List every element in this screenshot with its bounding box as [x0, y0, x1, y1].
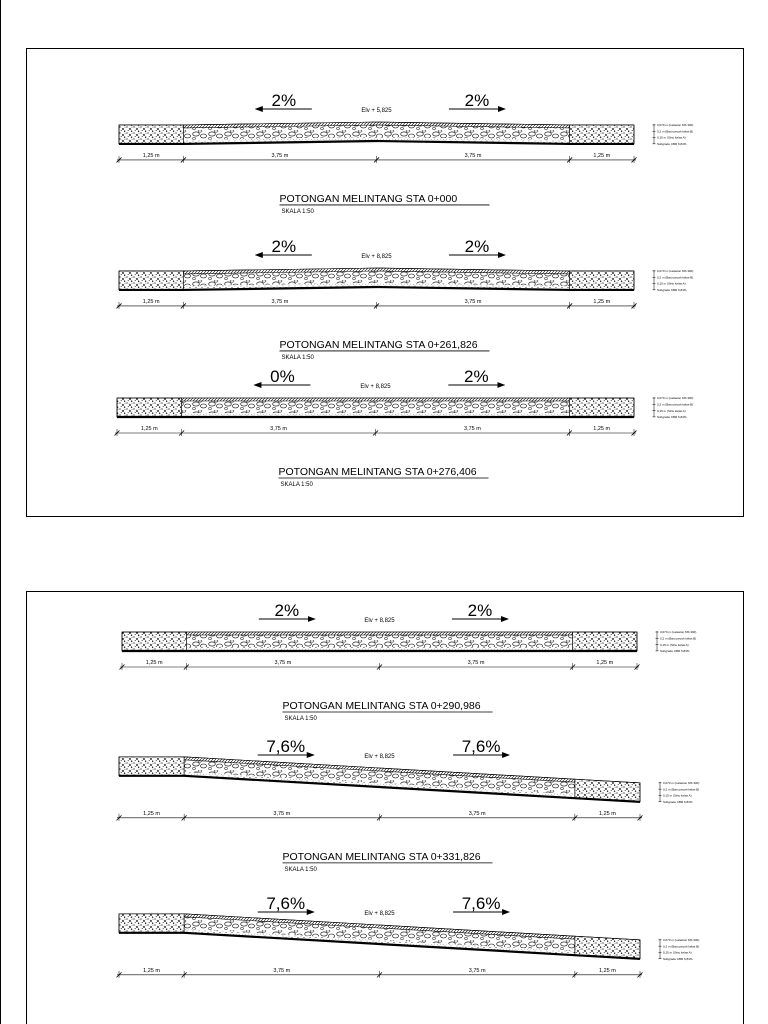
dimension-label: 3,75 m — [273, 967, 291, 974]
section-scale: SKALA 1:50 — [284, 866, 317, 873]
section-scale: SKALA 1:50 — [284, 716, 317, 722]
right-shoulder — [573, 632, 637, 651]
dimension-label: 3,75 m — [271, 152, 289, 159]
layer-legend-text: 0,070 m (Lataston MS 300) — [663, 781, 700, 786]
left-slope-label: 0% — [270, 367, 295, 386]
cross-section — [117, 894, 700, 978]
elevation-label: Elv + 8,825 — [364, 618, 395, 624]
layer-legend-text: 0,070 m (Lataston MS 300) — [657, 396, 694, 401]
right-slope-label: 7,6% — [461, 894, 501, 913]
layer-legend-text: Subgrade CBR 6,84% — [657, 415, 687, 420]
dimension-label: 3,75 m — [467, 660, 485, 666]
layer-legend-text: 0,070 m (Lataston MS 300) — [657, 123, 694, 128]
dimension-label: 3,75 m — [270, 426, 287, 432]
cross-section — [115, 367, 694, 488]
base-course-layer — [186, 635, 572, 647]
section-title: POTONGAN MELINTANG STA 0+000 — [279, 192, 458, 205]
dimension-label: 3,75 m — [468, 967, 486, 974]
dimension-label: 1,25 m — [596, 660, 614, 666]
section-title: POTONGAN MELINTANG STA 0+290,986 — [282, 700, 481, 712]
section-title: POTONGAN MELINTANG STA 0+276,406 — [278, 466, 477, 478]
left-slope-label: 7,6% — [266, 894, 306, 913]
layer-legend-text: 0,15 m (Sirtu kelas A) — [657, 408, 686, 413]
dimension-label: 1,25 m — [593, 152, 611, 159]
right-slope-label: 2% — [464, 367, 489, 386]
right-shoulder — [569, 398, 634, 417]
elevation-label: Elv + 8,825 — [364, 754, 395, 760]
elevation-label: Elv + 5,825 — [361, 108, 392, 114]
section-title: POTONGAN MELINTANG STA 0+261,826 — [279, 338, 478, 351]
layer-legend-text: 0,15 m (Sirtu kelas A) — [663, 950, 692, 955]
right-slope-label: 2% — [467, 601, 493, 620]
section-scale: SKALA 1:50 — [281, 354, 314, 361]
left-shoulder — [119, 271, 183, 290]
left-shoulder — [119, 914, 184, 933]
layer-legend-text: 0,070 m (Lataston MS 300) — [657, 269, 694, 274]
layer-legend-text: 0,070 m (Lataston MS 300) — [663, 938, 700, 943]
layer-legend-text: 0,2 m (Batu pecah kelas B) — [657, 129, 694, 134]
dimension-label: 1,25 m — [143, 810, 160, 817]
dimension-label: 3,75 m — [464, 152, 482, 159]
elevation-label: Elv + 8,825 — [364, 911, 395, 917]
left-shoulder — [117, 398, 182, 417]
dimension-label: 3,75 m — [468, 810, 486, 817]
left-shoulder — [122, 632, 186, 651]
cross-section — [117, 237, 694, 361]
left-slope-label: 2% — [271, 237, 297, 256]
dimension-label: 1,25 m — [599, 810, 616, 817]
cross-section — [117, 91, 694, 215]
layer-legend-text: 0,2 m (Batu pecah kelas B) — [663, 787, 700, 792]
dimension-label: 1,25 m — [599, 967, 616, 974]
dimension-label: 1,25 m — [142, 298, 160, 305]
section-scale: SKALA 1:50 — [281, 208, 314, 215]
cross-section — [117, 737, 700, 873]
dimension-label: 3,75 m — [464, 426, 481, 432]
left-slope-label: 2% — [271, 91, 297, 110]
right-slope-label: 2% — [464, 237, 490, 256]
layer-legend-text: Subgrade CBR 6,84% — [663, 956, 693, 961]
cross-section — [120, 601, 697, 722]
dimension-label: 1,25 m — [593, 426, 611, 432]
layer-legend-text: Subgrade CBR 6,84% — [663, 799, 693, 804]
layer-legend-text: 0,070 m (Lataston MS 300) — [660, 630, 697, 635]
dimension-label: 3,75 m — [274, 660, 292, 666]
layer-legend-text: 0,2 m (Batu pecah kelas B) — [657, 402, 694, 407]
layer-legend-text: 0,15 m (Sirtu kelas A) — [657, 135, 686, 140]
section-title: POTONGAN MELINTANG STA 0+331,826 — [282, 850, 481, 863]
section-scale: SKALA 1:50 — [280, 482, 313, 488]
layer-legend-text: 0,2 m (Batu pecah kelas B) — [657, 275, 694, 280]
layer-legend-text: 0,15 m (Sirtu kelas A) — [660, 642, 689, 647]
surface-course-layer — [182, 398, 570, 401]
layer-legend-text: 0,2 m (Batu pecah kelas B) — [663, 944, 700, 949]
left-shoulder — [119, 757, 184, 776]
layer-legend-text: Subgrade CBR 6,84% — [657, 288, 687, 293]
layer-legend-text: 0,15 m (Sirtu kelas A) — [663, 793, 692, 798]
right-shoulder — [570, 125, 634, 144]
layer-legend-text: 0,2 m (Batu pecah kelas B) — [660, 636, 697, 641]
layer-legend-text: Subgrade CBR 6,84% — [657, 142, 687, 147]
dimension-label: 1,25 m — [593, 298, 611, 305]
dimension-label: 3,75 m — [464, 298, 482, 305]
layer-legend-text: Subgrade CBR 6,84% — [660, 649, 690, 654]
dimension-label: 3,75 m — [273, 810, 291, 817]
dimension-label: 1,25 m — [143, 967, 160, 974]
dimension-label: 1,25 m — [142, 152, 160, 159]
dimension-label: 1,25 m — [145, 660, 163, 666]
left-shoulder — [119, 125, 183, 144]
surface-course-layer — [186, 632, 572, 635]
right-slope-label: 7,6% — [461, 737, 501, 756]
layer-legend-text: 0,15 m (Sirtu kelas A) — [657, 281, 686, 286]
dimension-label: 1,25 m — [140, 426, 158, 432]
left-slope-label: 7,6% — [266, 737, 306, 756]
base-course-layer — [182, 401, 570, 413]
right-shoulder — [570, 271, 634, 290]
elevation-label: Elv + 8,825 — [361, 254, 392, 260]
right-slope-label: 2% — [464, 91, 490, 110]
dimension-label: 3,75 m — [271, 298, 289, 305]
elevation-label: Elv + 8,825 — [360, 384, 391, 390]
left-slope-label: 2% — [274, 601, 300, 620]
